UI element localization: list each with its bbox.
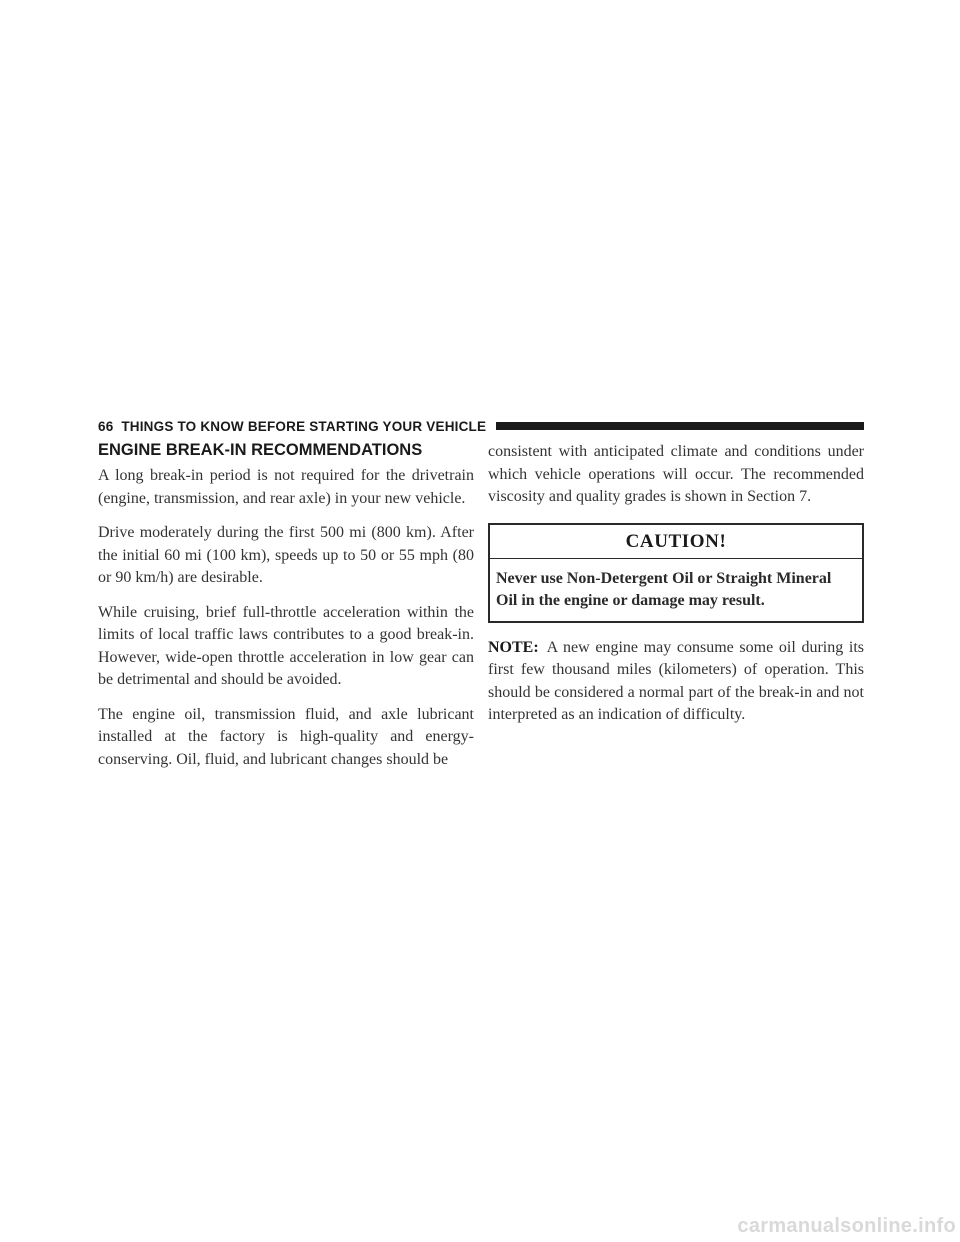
section-name: THINGS TO KNOW BEFORE STARTING YOUR VEHICLE xyxy=(121,418,487,434)
paragraph-drivetrain: A long break-in period is not required for the drivetrain (engine, transmission, and rear axle) in your new vehicle. xyxy=(98,467,474,507)
paragraph-cruising: While cruising, brief full-throttle acceleration within the limits of local traffic laws contributes to a good break-in. However, wide-open throttle acceleration in low gear can be detrimental and should be avoided. xyxy=(98,603,474,688)
caution-box xyxy=(488,523,864,623)
left-column xyxy=(98,441,474,783)
note-text: A new engine may consume some oil during its first few thousand miles (kilometers) of operation. This should be considered a normal part of the break-in and not interpreted as an indication of difficulty. xyxy=(488,638,864,723)
caution-text: Never use Non-Detergent Oil or Straight Mineral Oil in the engine or damage may result. xyxy=(496,569,832,609)
header-text xyxy=(98,419,486,434)
watermark: carmanualsonline.info xyxy=(737,1215,956,1237)
header-rule xyxy=(496,422,864,430)
note-label: NOTE: xyxy=(488,638,539,656)
running-header xyxy=(98,417,864,435)
section-title: ENGINE BREAK-IN RECOMMENDATIONS xyxy=(98,441,423,459)
note-paragraph xyxy=(488,637,864,727)
paragraph-drive-moderately: Drive moderately during the first 500 mi (800 km). After the initial 60 mi (100 km), speeds up to 50 or 55 mph (80 or 90 km/h) are desirable. xyxy=(98,524,474,586)
paragraph-engine-oil: The engine oil, transmission fluid, and axle lubricant installed at the factory is high-quality and energy-conserving. Oil, fluid, and lubricant changes should be xyxy=(98,705,474,768)
paragraph-continuation: consistent with anticipated climate and conditions under which vehicle operations will occur. The recommended viscosity and quality grades is shown in Section 7. xyxy=(488,443,864,505)
caution-heading: CAUTION! xyxy=(490,525,862,559)
right-column xyxy=(488,441,864,739)
page-number: 66 xyxy=(98,418,114,434)
